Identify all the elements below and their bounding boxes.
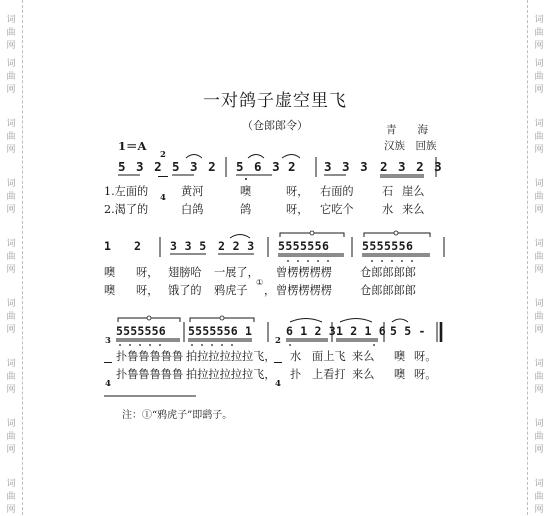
slur: [340, 319, 372, 323]
lyric-word: 仓郎郎郎郎: [360, 266, 416, 279]
footnote-marker: ①: [256, 278, 264, 287]
watermark-char: 网: [6, 385, 16, 395]
notation-group: 1 2 1 6: [336, 324, 386, 338]
lyric-word: 呀，: [136, 284, 159, 297]
slur: [248, 155, 264, 159]
key-signature: 1＝A: [118, 139, 147, 153]
watermark-char: 曲: [6, 432, 16, 442]
watermark-char: 网: [534, 505, 544, 515]
octave-dot: [231, 344, 233, 346]
lyric-word: 噢: [394, 350, 406, 363]
tuplet-mark: [220, 316, 224, 320]
watermark-char: 词: [534, 15, 544, 25]
watermark-char: 曲: [534, 312, 544, 322]
meter-bottom: 4: [275, 379, 281, 389]
song-title: 一对鸽子虚空里飞: [203, 91, 347, 111]
footnote: 注：①“鸦虎子”即鹞子。: [122, 410, 233, 421]
watermark-char: 词: [6, 419, 16, 429]
tuplet-mark: [147, 316, 151, 320]
octave-dot: [317, 260, 319, 262]
octave-dot: [159, 344, 161, 346]
notation-group: 5 5 -: [390, 324, 426, 338]
lyric-word: 噢: [240, 185, 252, 198]
notation-group: 5 6 3: [236, 159, 282, 174]
lyric-word: 翅膀哈: [168, 266, 202, 279]
octave-dot: [307, 260, 309, 262]
lyric-word: 鸽: [240, 203, 252, 216]
octave-dot: [139, 344, 141, 346]
lyric-word: 呀，: [136, 266, 159, 279]
watermark-char: 曲: [534, 28, 544, 38]
watermark-char: 网: [534, 265, 544, 275]
notation-group: 3 3 3: [324, 159, 370, 174]
watermark-char: 词: [534, 299, 544, 309]
lyric-word: 石: [382, 185, 394, 198]
octave-dot: [297, 260, 299, 262]
watermark-char: 词: [6, 15, 16, 25]
slur: [392, 319, 408, 322]
lyric-word: 噢: [104, 284, 116, 297]
song-subtitle: （仓郎郎令）: [242, 119, 308, 132]
lyric-word: 拍拉拉拉拉拉飞，: [186, 368, 276, 381]
watermark-char: 词: [6, 59, 16, 69]
octave-dot: [245, 178, 247, 180]
lyric-word: 1.左面的: [104, 185, 149, 198]
lyric-word: 仓郎郎郎郎: [360, 284, 416, 297]
lyric-word: 噢: [394, 368, 406, 381]
lyric-word: 扑: [290, 368, 302, 381]
notation-group: 5 3 2: [172, 159, 218, 174]
lyric-word: 崖么: [402, 185, 425, 198]
lyric-word: 拍拉拉拉拉拉飞，: [186, 350, 276, 363]
lyric-word: 扑鲁鲁鲁鲁鲁: [116, 350, 184, 363]
watermark-char: 曲: [6, 192, 16, 202]
watermark-char: 网: [6, 445, 16, 455]
watermark-char: 词: [534, 239, 544, 249]
notation-group: 5555556 1: [188, 324, 253, 338]
watermark-char: 网: [534, 145, 544, 155]
tuplet-mark: [310, 231, 314, 235]
notation-group: 6 1 2 3: [286, 324, 336, 338]
meter-top: 2: [160, 150, 166, 160]
slur: [290, 319, 322, 323]
watermark-char: 曲: [534, 492, 544, 502]
region-credit: 青 海: [386, 124, 428, 136]
meter-top: 3: [105, 336, 111, 346]
notation-group: 2: [134, 239, 142, 253]
notation-group: 2: [288, 159, 298, 174]
watermark-char: 曲: [6, 252, 16, 262]
octave-dot: [327, 260, 329, 262]
lyric-word: 饿了的: [168, 284, 202, 297]
lyric-word: 扑鲁鲁鲁鲁鲁: [116, 368, 184, 381]
lyric-word: 鸦虎子: [214, 284, 248, 297]
watermark-char: 曲: [534, 72, 544, 82]
octave-dot: [221, 344, 223, 346]
watermark-char: 网: [534, 385, 544, 395]
lyric-word: ，: [264, 284, 276, 297]
octave-dot: [381, 260, 383, 262]
slur: [282, 155, 300, 159]
watermark-char: 曲: [6, 72, 16, 82]
lyric-word: 黄河: [181, 185, 204, 198]
lyric-word: 来么: [352, 350, 375, 363]
watermark-char: 网: [6, 41, 16, 51]
octave-dot: [401, 260, 403, 262]
meter-top: 2: [275, 336, 281, 346]
watermark-char: 曲: [534, 252, 544, 262]
lyric-word: 水: [290, 350, 302, 363]
watermark-char: 网: [534, 41, 544, 51]
watermark-char: 曲: [534, 432, 544, 442]
octave-dot: [119, 344, 121, 346]
lyric-word: 2.渴了的: [104, 203, 149, 216]
octave-dot: [287, 260, 289, 262]
watermark-char: 曲: [6, 28, 16, 38]
notation-group: 5555556: [278, 239, 330, 253]
lyric-word: 来么: [402, 203, 425, 216]
octave-dot: [391, 260, 393, 262]
octave-dot: [149, 344, 151, 346]
meter-bottom: 4: [160, 193, 166, 203]
watermark-char: 曲: [6, 312, 16, 322]
watermark-char: 词: [6, 179, 16, 189]
octave-dot: [201, 344, 203, 346]
slur: [186, 155, 202, 159]
lyric-word: 水: [382, 203, 394, 216]
watermark-char: 曲: [6, 492, 16, 502]
lyric-word: 面上飞: [312, 350, 346, 363]
watermark-char: 曲: [534, 132, 544, 142]
lyric-word: 呀，: [286, 185, 309, 198]
watermark-char: 曲: [6, 132, 16, 142]
octave-dot: [373, 344, 375, 346]
watermark-char: 词: [6, 119, 16, 129]
notation-group: 1: [104, 239, 112, 253]
watermark-char: 网: [6, 205, 16, 215]
watermark-char: 网: [6, 265, 16, 275]
octave-dot: [129, 344, 131, 346]
watermark-char: 网: [534, 445, 544, 455]
ethnicity-credit: 汉族 回族: [384, 140, 437, 152]
watermark-char: 词: [6, 479, 16, 489]
lyric-word: 白鸽: [181, 203, 204, 216]
lyric-word: 它吃个: [320, 203, 354, 216]
watermark-char: 词: [534, 119, 544, 129]
watermark-char: 词: [6, 359, 16, 369]
octave-dot: [371, 260, 373, 262]
watermark-char: 网: [534, 85, 544, 95]
watermark-char: 词: [534, 179, 544, 189]
watermark-char: 网: [6, 145, 16, 155]
watermark-char: 网: [6, 505, 16, 515]
lyric-word: 噢: [104, 266, 116, 279]
octave-dot: [191, 344, 193, 346]
notation-group: 5555556: [362, 239, 414, 253]
lyric-word: 右面的: [320, 185, 354, 198]
watermark-char: 曲: [6, 372, 16, 382]
meter-bottom: 4: [105, 379, 111, 389]
lyric-word: 上看打: [312, 368, 346, 381]
watermark-char: 词: [6, 299, 16, 309]
lyric-word: 呀，: [286, 203, 309, 216]
watermark-char: 词: [534, 359, 544, 369]
notation-group: 5 3 2: [118, 159, 164, 174]
slur: [230, 235, 250, 239]
watermark-char: 词: [534, 59, 544, 69]
watermark-char: 网: [6, 325, 16, 335]
lyric-word: 一展了，: [214, 266, 259, 279]
notation-group: 3 3 5: [170, 239, 207, 253]
octave-dot: [289, 344, 291, 346]
octave-dot: [411, 260, 413, 262]
lyric-word: 来么: [352, 368, 375, 381]
notation-group: 2 3 2 3: [380, 159, 444, 174]
watermark-char: 词: [534, 479, 544, 489]
watermark-char: 网: [6, 85, 16, 95]
lyric-word: 呀。: [414, 350, 437, 363]
lyric-word: 曾楞楞楞楞: [276, 284, 332, 297]
notation-group: 5555556: [116, 324, 166, 338]
watermark-char: 网: [534, 205, 544, 215]
watermark-char: 词: [534, 419, 544, 429]
notation-group: 2 2 3: [218, 239, 255, 253]
octave-dot: [211, 344, 213, 346]
tuplet-mark: [394, 231, 398, 235]
lyric-word: 曾楞楞楞楞: [276, 266, 332, 279]
watermark-char: 词: [6, 239, 16, 249]
watermark-char: 网: [534, 325, 544, 335]
watermark-char: 曲: [534, 372, 544, 382]
watermark-char: 曲: [534, 192, 544, 202]
lyric-word: 呀。: [414, 368, 437, 381]
